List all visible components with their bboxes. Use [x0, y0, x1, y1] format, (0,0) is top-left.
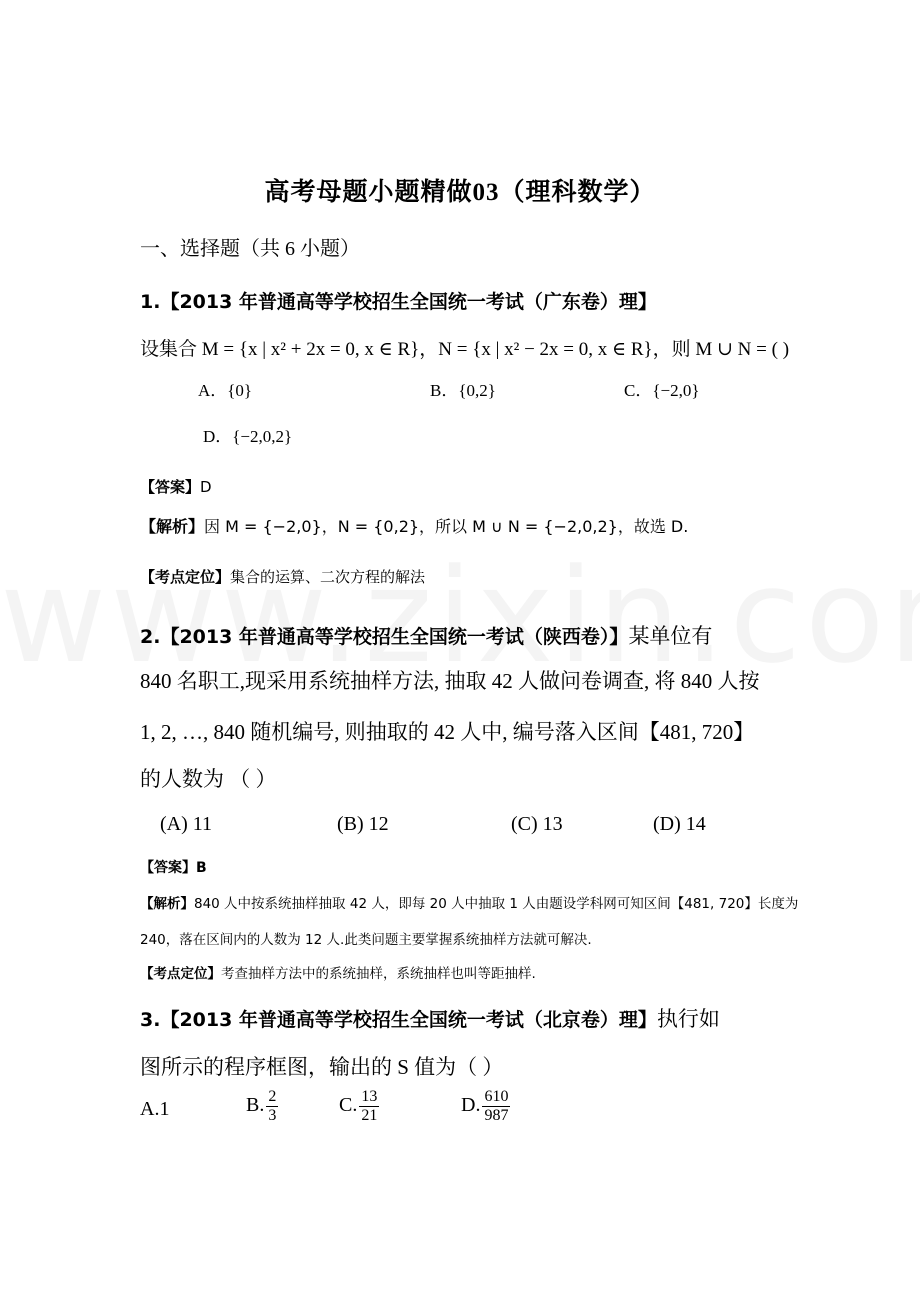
q1-analysis-text: 因 M = {−2,0}，N = {0,2}，所以 M ∪ N = {−2,0,2}，故选 D.: [204, 517, 689, 536]
q3-option-c-denominator: 21: [361, 1107, 378, 1124]
q3-option-d-numerator: 610: [484, 1088, 509, 1105]
q1-option-d: D．{−2,0,2}: [203, 427, 293, 446]
q3-option-b-numerator: 2: [268, 1088, 277, 1105]
q2-answer: [140, 857, 207, 877]
q2-analysis-line1: [140, 892, 798, 912]
q2-answer-value: B: [196, 860, 207, 876]
q3-heading-source: 3.【2013 年普通高等学校招生全国统一考试（北京卷）理】: [140, 1009, 657, 1031]
q2-heading-source: 2.【2013 年普通高等学校招生全国统一考试（陕西卷）】: [140, 626, 629, 648]
q1-stem: 设集合 M = {x | x² + 2x = 0, x ∈ R}，N = {x | x² − 2x = 0, x ∈ R}，则 M ∪ N = ( ): [140, 339, 790, 360]
q1-option-b: B．{0,2}: [430, 381, 496, 400]
q3-option-d-label: D.: [461, 1094, 481, 1117]
q1-point: [140, 566, 425, 587]
q2-heading: [140, 620, 712, 650]
q1-answer-label: 【答案】: [140, 478, 201, 496]
q1-option-a: A．{0}: [198, 381, 253, 400]
q3-option-c-numerator: 13: [361, 1088, 378, 1105]
q2-line3: 1, 2, …, 840 随机编号, 则抽取的 42 人中, 编号落入区间【481, 720】: [140, 720, 755, 744]
q2-answer-label: 【答案】: [140, 860, 196, 876]
q2-point: [140, 962, 536, 982]
q3-option-d-fraction: [482, 1088, 510, 1125]
q1-point-label: 【考点定位】: [140, 568, 231, 586]
q2-line1-rest: 某单位有: [628, 624, 713, 648]
q3-option-c-label: C.: [339, 1094, 358, 1117]
q3-option-a: A.1: [140, 1098, 170, 1120]
q2-option-c: (C) 13: [511, 813, 563, 835]
q1-point-text: 集合的运算、二次方程的解法: [230, 568, 426, 586]
page-title: 高考母题小题精做03（理科数学）: [264, 179, 656, 206]
q3-option-c: [339, 1088, 379, 1125]
q3-option-d-denominator: 987: [484, 1107, 509, 1124]
q2-analysis-line2: 240，落在区间内的人数为 12 人.此类问题主要掌握系统抽样方法就可解决.: [140, 932, 592, 948]
q2-line4: 的人数为 （ ）: [140, 767, 277, 791]
q1-analysis-label: 【解析】: [140, 517, 205, 536]
q3-line1-rest: 执行如: [656, 1007, 720, 1031]
q3-heading: [140, 1003, 720, 1033]
q3-option-b-fraction: [266, 1088, 278, 1125]
q2-analysis-text1: 840 人中按系统抽样抽取 42 人，即每 20 人中抽取 1 人由题设学科网可知区间【481, 720】长度为: [194, 896, 799, 912]
q3-line2: 图所示的程序框图，输出的 S 值为（ ）: [140, 1055, 504, 1079]
section-heading: 一、选择题（共 6 小题）: [140, 238, 360, 260]
q2-analysis-label: 【解析】: [140, 896, 194, 912]
q2-point-text: 考查抽样方法中的系统抽样，系统抽样也叫等距抽样.: [221, 966, 536, 982]
q2-line2: 840 名职工,现采用系统抽样方法, 抽取 42 人做问卷调查, 将 840 人按: [140, 669, 760, 693]
q1-heading: 1.【2013 年普通高等学校招生全国统一考试（广东卷）理】: [140, 291, 657, 313]
q1-option-c: C．{−2,0}: [624, 381, 700, 400]
q2-option-b: (B) 12: [337, 813, 389, 835]
q1-answer: [140, 476, 212, 497]
q3-option-d: [461, 1088, 510, 1125]
q2-option-d: (D) 14: [653, 813, 706, 835]
q3-option-b: [246, 1088, 278, 1125]
q1-answer-value: D: [200, 478, 212, 496]
q3-option-c-fraction: [359, 1088, 379, 1125]
q3-option-b-label: B.: [246, 1094, 265, 1117]
q1-analysis: [140, 514, 688, 537]
q2-option-a: (A) 11: [160, 813, 213, 835]
q3-option-b-denominator: 3: [268, 1107, 277, 1124]
q2-point-label: 【考点定位】: [140, 966, 221, 982]
